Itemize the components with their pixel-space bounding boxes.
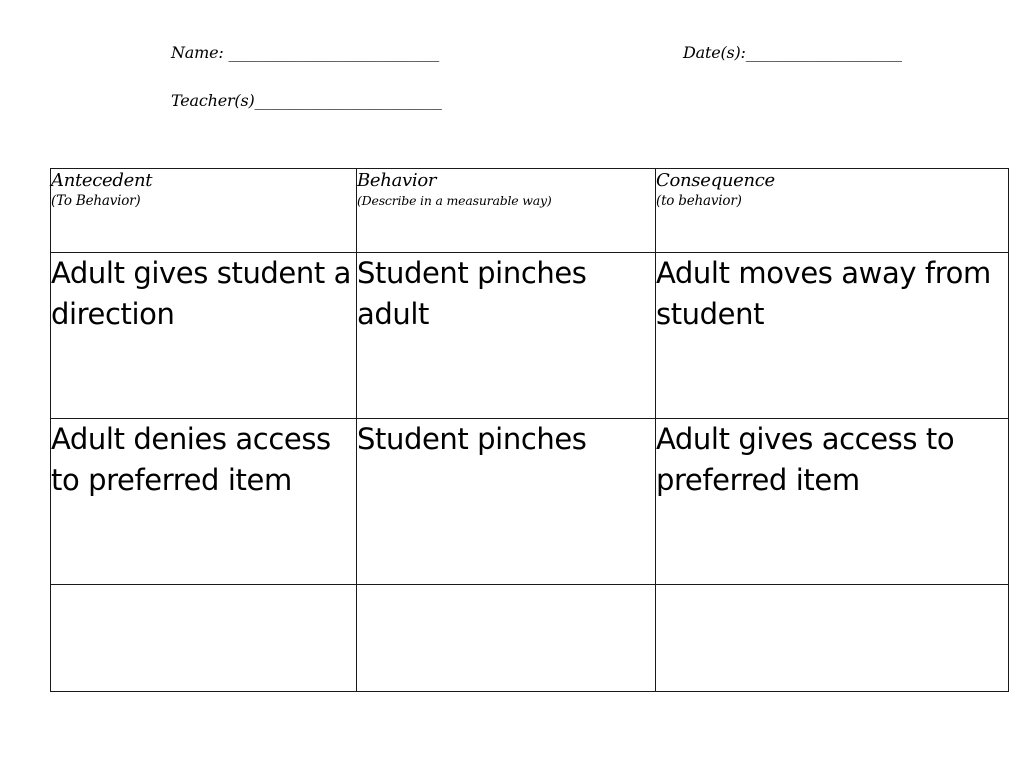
consequence-header-subtitle: (to behavior): [656, 193, 742, 209]
antecedent-cell[interactable]: Adult denies access to preferred item: [51, 419, 357, 585]
behavior-cell[interactable]: [357, 585, 656, 692]
behavior-header-title: Behavior: [357, 170, 437, 191]
behavior-cell[interactable]: Student pinches adult: [357, 253, 656, 419]
antecedent-cell[interactable]: Adult gives student a direction: [51, 253, 357, 419]
antecedent-header-subtitle: (To Behavior): [51, 193, 141, 209]
abc-data-table: [50, 168, 1009, 692]
table-row: [51, 253, 1009, 419]
table-row: [51, 585, 1009, 692]
teacher-field[interactable]: Teacher(s)________________________: [171, 91, 442, 110]
consequence-cell[interactable]: [656, 585, 1009, 692]
consequence-cell[interactable]: Adult moves away from student: [656, 253, 1009, 419]
behavior-cell[interactable]: Student pinches: [357, 419, 656, 585]
behavior-header-subtitle: (Describe in a measurable way): [357, 193, 552, 208]
consequence-header: [656, 169, 1009, 253]
antecedent-header-title: Antecedent: [51, 170, 153, 191]
table-header-row: [51, 169, 1009, 253]
behavior-header: [357, 169, 656, 253]
date-field[interactable]: Date(s):____________________: [683, 43, 902, 62]
name-field[interactable]: Name: ___________________________: [171, 43, 440, 62]
antecedent-cell[interactable]: [51, 585, 357, 692]
antecedent-header: [51, 169, 357, 253]
table-row: [51, 419, 1009, 585]
consequence-cell[interactable]: Adult gives access to preferred item: [656, 419, 1009, 585]
consequence-header-title: Consequence: [656, 170, 775, 191]
